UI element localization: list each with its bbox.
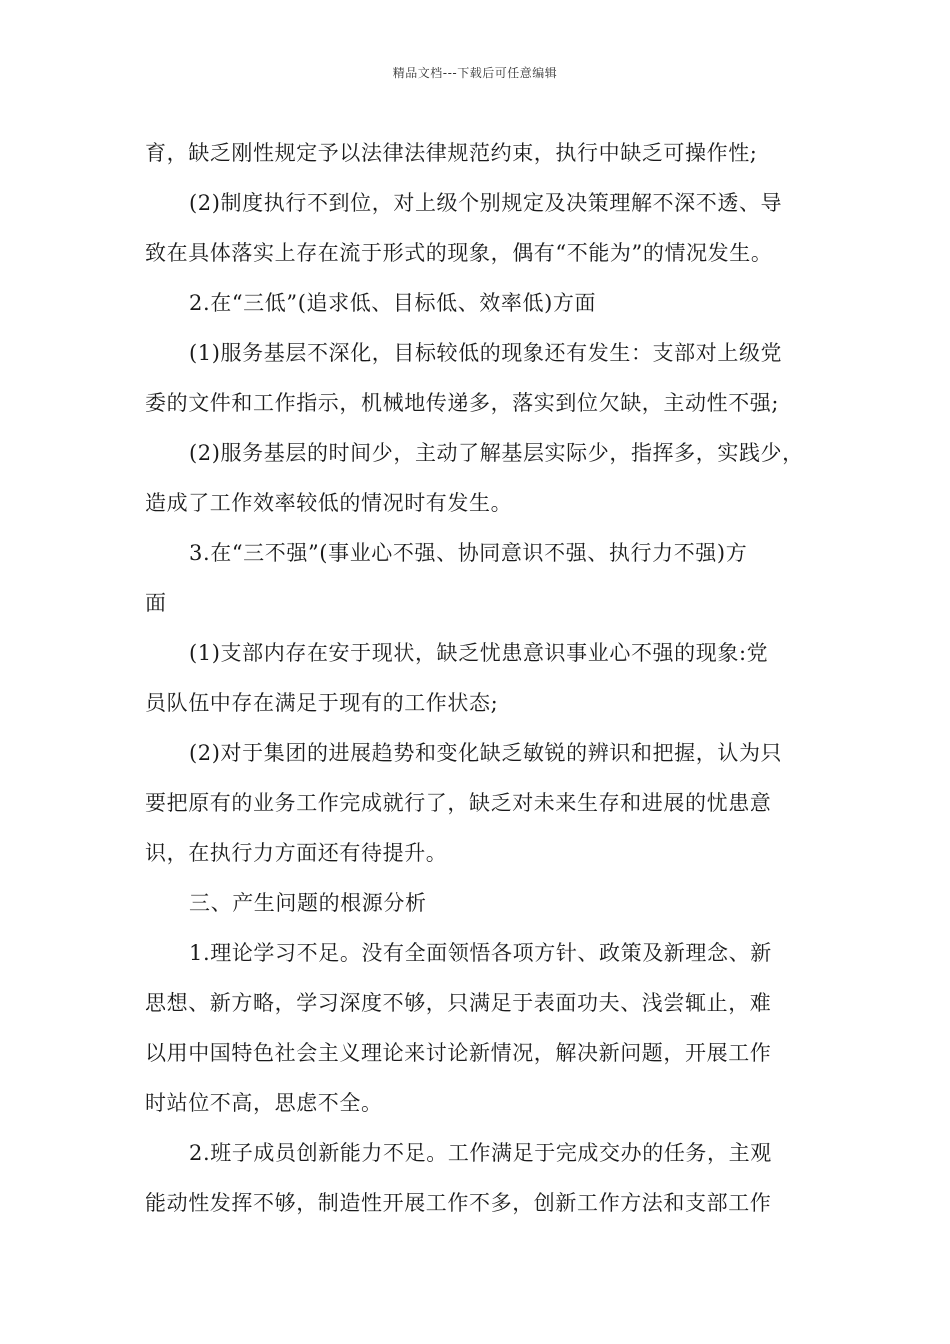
text-line: (2)服务基层的时间少，主动了解基层实际少，指挥多，实践少，: [189, 441, 804, 465]
text-line: (1)服务基层不深化，目标较低的现象还有发生：支部对上级党: [189, 341, 783, 365]
page-header: 精品文档---下载后可任意编辑: [392, 66, 558, 80]
text-line: (1)支部内存在安于现状，缺乏忧患意识事业心不强的现象:党: [189, 641, 769, 665]
text-line: 三、产生问题的根源分析: [189, 891, 427, 915]
text-line: 委的文件和工作指示，机械地传递多，落实到位欠缺，主动性不强;: [145, 391, 780, 415]
text-line: (2)制度执行不到位，对上级个别规定及决策理解不深不透、导: [189, 191, 783, 215]
text-line: 3.在“三不强”(事业心不强、协同意识不强、执行力不强)方: [189, 541, 748, 565]
text-line: 造成了工作效率较低的情况时有发生。: [145, 491, 513, 515]
text-line: 面: [145, 591, 167, 615]
text-line: 2.班子成员创新能力不足。工作满足于完成交办的任务，主观: [189, 1141, 772, 1165]
text-line: 育，缺乏刚性规定予以法律法律规范约束，执行中缺乏可操作性;: [145, 141, 758, 165]
text-line: 思想、新方略，学习深度不够，只满足于表面功夫、浅尝辄止，难: [145, 991, 772, 1015]
text-line: 识，在执行力方面还有待提升。: [145, 841, 448, 865]
text-line: 能动性发挥不够，制造性开展工作不多，创新工作方法和支部工作: [145, 1191, 772, 1215]
text-line: 1.理论学习不足。没有全面领悟各项方针、政策及新理念、新: [189, 941, 772, 965]
text-line: 2.在“三低”(追求低、目标低、效率低)方面: [189, 291, 597, 315]
text-line: 时站位不高，思虑不全。: [145, 1091, 383, 1115]
text-line: 要把原有的业务工作完成就行了，缺乏对未来生存和进展的忧患意: [145, 791, 772, 815]
text-line: 致在具体落实上存在流于形式的现象，偶有“不能为”的情况发生。: [145, 241, 773, 265]
text-line: 以用中国特色社会主义理论来讨论新情况，解决新问题，开展工作: [145, 1041, 772, 1065]
document-body: [145, 128, 825, 1228]
text-line: 员队伍中存在满足于现有的工作状态;: [145, 691, 499, 715]
text-line: (2)对于集团的进展趋势和变化缺乏敏锐的辨识和把握，认为只: [189, 741, 783, 765]
